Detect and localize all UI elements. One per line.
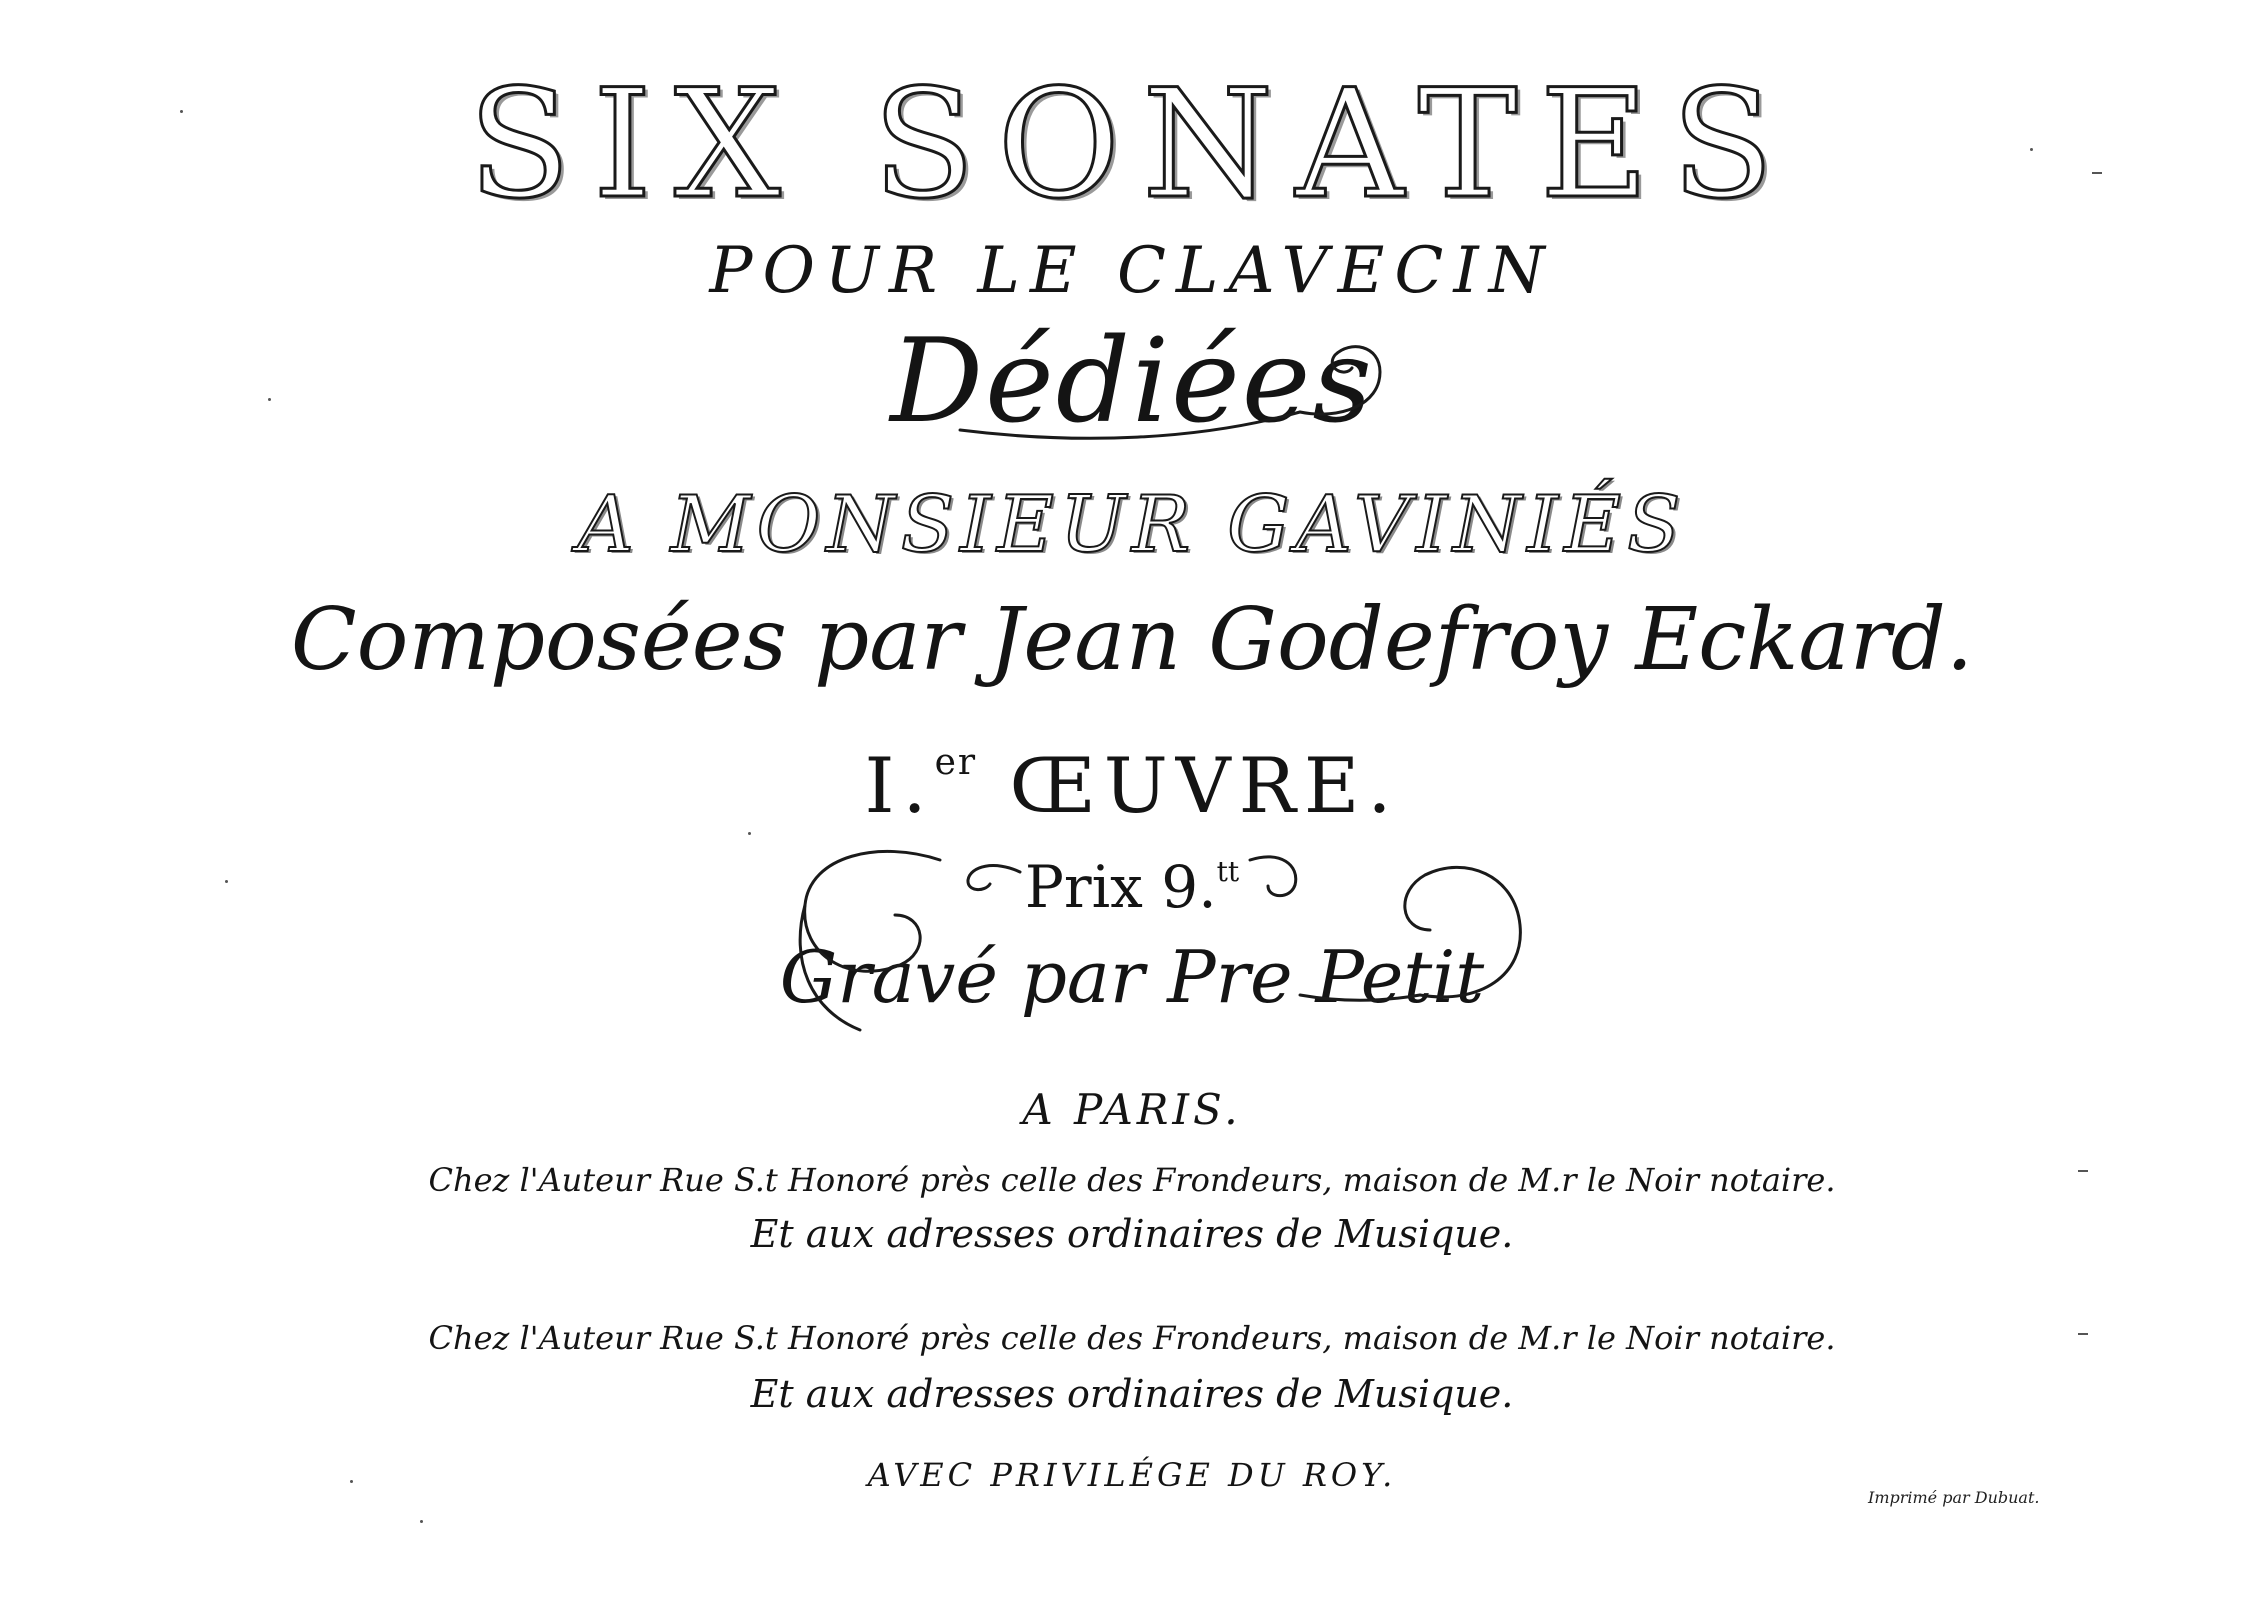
printer-imprint: Imprimé par Dubuat. [1868,1488,2040,1507]
opus-superscript: er [934,742,978,783]
address-line-4: Et aux adresses ordinaires de Musique. [750,1372,1514,1416]
dedicatee-name: A MONSIEUR GAVINIÉS [577,480,1687,570]
composer-line: Composées par Jean Godefroy Eckard. [290,590,1974,690]
ink-speck [748,832,751,835]
margin-dash [2078,1333,2088,1335]
margin-dash [2078,1170,2088,1172]
address-line-2: Et aux adresses ordinaires de Musique. [750,1212,1514,1256]
price-text: Prix 9. [1024,853,1217,921]
address-line-3: Chez l'Auteur Rue S.t Honoré près celle des Frondeurs, maison de M.r le Noir notaire. [428,1319,1836,1357]
subtitle: POUR LE CLAVECIN [709,234,1555,308]
price-line [0,840,2264,919]
opus-roman-numeral: I. [864,741,935,830]
address-line-1: Chez l'Auteur Rue S.t Honoré près celle des Frondeurs, maison de M.r le Noir notaire. [428,1161,1836,1199]
main-title: SIX SONATES [468,58,1796,232]
ink-speck [268,398,271,401]
ink-speck [180,110,183,113]
ink-speck [2030,148,2033,151]
dedication-word: Dédiées [890,314,1374,449]
engraver-line: Gravé par Pre Petit [779,935,1485,1019]
ink-speck [225,880,228,883]
ink-speck [420,1520,423,1523]
city-line: A PARIS. [1022,1085,1242,1134]
opus-label: ŒUVRE. [1009,741,1400,830]
privilege-line: AVEC PRIVILÉGE DU ROY. [867,1456,1397,1494]
price-superscript: tt [1216,855,1240,888]
opus-number [0,720,2264,829]
margin-dash [2092,172,2102,174]
ink-speck [350,1480,353,1483]
